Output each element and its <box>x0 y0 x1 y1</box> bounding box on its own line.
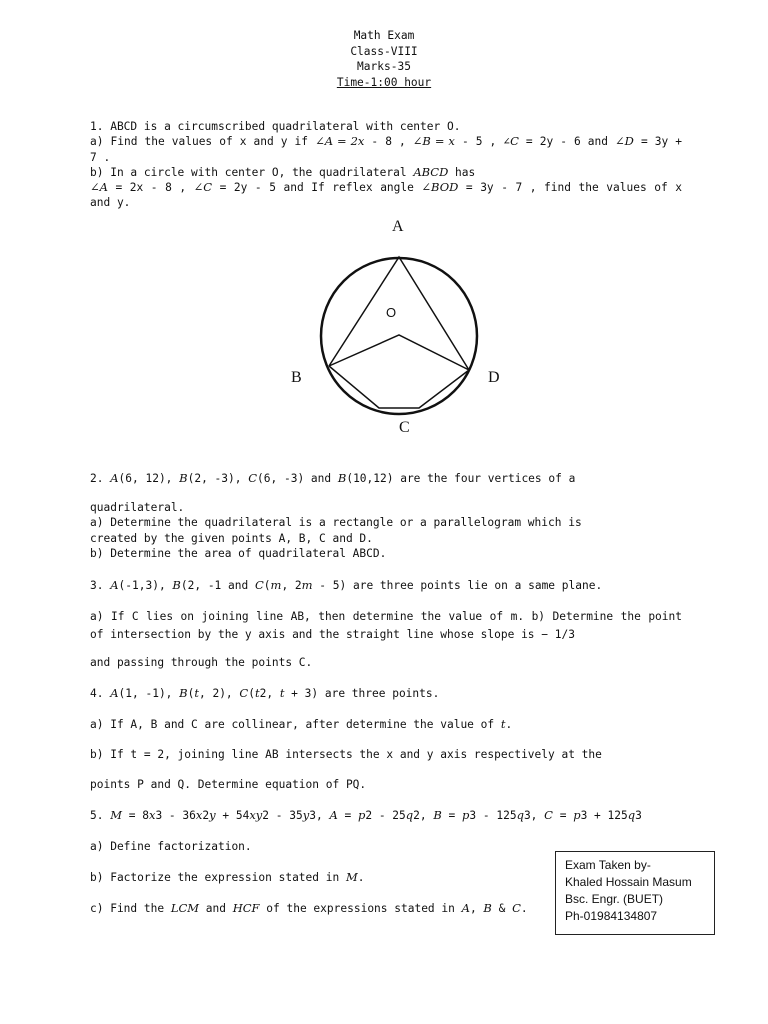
question-3 <box>90 578 682 593</box>
q5-part-b: b) Factorize the expression stated in M. <box>90 870 365 884</box>
q4-stem: 4. A(1, -1), B(t, 2), C(t2, t + 3) are three points. <box>90 686 440 700</box>
examiner-box <box>555 851 715 935</box>
q2-part-b: b) Determine the area of quadrilateral ABCD. <box>90 546 387 560</box>
label-o: O <box>386 305 397 320</box>
exam-marks: Marks-35 <box>357 60 411 73</box>
q3-part-a: a) If C lies on joining line AB, then determine the value of m. b) Determine the point of intersection by the y axis and the straight line whose slope is − 1/3 <box>90 610 682 641</box>
exam-title: Math Exam <box>353 29 415 42</box>
examiner-degree: Bsc. Engr. (BUET) <box>565 892 664 906</box>
q1-part-a: a) Find the values of x and y if ∠A = 2x - 8 , ∠B = x - 5 , ∠C = 2y - 6 and ∠D = 3y + 7 . <box>90 134 682 164</box>
question-1 <box>90 119 682 211</box>
circle-quadrilateral-figure <box>280 212 520 442</box>
exam-header <box>0 28 768 90</box>
label-a: A <box>392 218 404 235</box>
examiner-line1: Exam Taken by- <box>565 858 651 872</box>
q2-stem: 2. A(6, 12), B(2, -3), C(6, -3) and B(10,12) are the four vertices of a <box>90 471 576 485</box>
q4-part-b: b) If t = 2, joining line AB intersects the x and y axis respectively at the <box>90 748 602 761</box>
label-b: B <box>291 369 302 386</box>
q3-stem: 3. A(-1,3), B(2, -1 and C(m, 2m - 5) are three points lie on a same plane. <box>90 578 603 592</box>
quadrilateral-upper <box>329 335 469 370</box>
label-c: C <box>399 419 410 436</box>
q2-body <box>90 500 682 561</box>
question-4 <box>90 686 682 701</box>
q1-stem: 1. ABCD is a circumscribed quadrilateral with center O. <box>90 120 461 133</box>
q1-part-b: b) In a circle with center O, the quadrilateral ABCD has ∠A = 2x - 8 , ∠C = 2y - 5 and If reflex angle ∠BOD = 3y - 7 , find the values of x and y. <box>90 164 682 210</box>
exam-class: Class-VIII <box>350 44 418 58</box>
quadrilateral-lower <box>329 366 469 408</box>
q5-part-a: a) Define factorization. <box>90 840 252 853</box>
q5-stem: 5. M = 8x3 - 36x2y + 54xy2 - 35y3, A = p2 - 25q2, B = p3 - 125q3, C = p3 + 125q3 <box>90 808 642 822</box>
circumscribed-circle <box>321 258 477 414</box>
examiner-name: Khaled Hossain Masum <box>565 875 692 889</box>
q2-line2: quadrilateral. <box>90 501 185 514</box>
q4-part-a: a) If A, B and C are collinear, after determine the value of t. <box>90 717 513 731</box>
examiner-phone: Ph-01984134807 <box>565 909 658 923</box>
q2-part-a2: created by the given points A, B, C and D. <box>90 531 373 545</box>
q4-part-b2: points P and Q. Determine equation of PQ. <box>90 778 367 791</box>
q2-part-a1: a) Determine the quadrilateral is a rectangle or a parallelogram which is <box>90 516 582 530</box>
question-2 <box>90 471 682 486</box>
question-5 <box>90 808 682 823</box>
q3-line3: and passing through the points C. <box>90 656 313 669</box>
exam-time: Time-1:00 hour <box>336 75 432 89</box>
q5-part-c: c) Find the LCM and HCF of the expressions stated in A, B & C. <box>90 901 528 915</box>
label-d: D <box>488 369 500 386</box>
